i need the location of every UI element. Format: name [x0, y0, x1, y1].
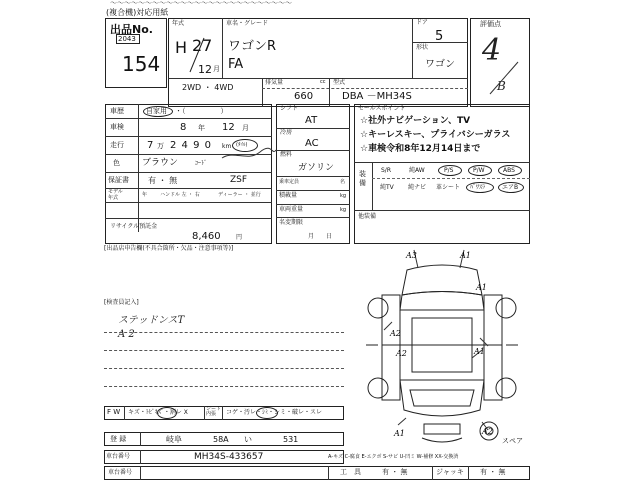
body-type: ワゴン — [425, 59, 455, 70]
inspection-month-unit: 月 — [242, 124, 249, 132]
steering: ハンドル 左 ・ 右 — [160, 192, 200, 198]
dealer: ディーラー ・ 並行 — [218, 192, 261, 198]
month: 12 — [198, 63, 212, 76]
doors: 5 — [435, 29, 444, 44]
weight-label: 車両重量 — [279, 206, 304, 213]
capacity-unit: 名 — [340, 179, 346, 185]
capacity-label: 乗車定員 — [279, 179, 300, 185]
era: H — [175, 38, 188, 57]
chassis-label: 車台番号 — [106, 453, 131, 460]
drive-type: 2WD ・ 4WD — [182, 83, 234, 92]
mark-a1-mid: A1 — [474, 347, 485, 356]
mileage-man: 7 — [147, 140, 154, 151]
fuel-label: 燃料 — [280, 151, 293, 158]
lot-label: 出品No. — [110, 23, 153, 36]
fw-circle — [157, 407, 177, 419]
shift-label: シフト — [280, 105, 299, 112]
year-label: 年式 — [172, 20, 185, 27]
seller-note-label: [出品店申告欄(不具合箇所・欠品・注意事項等)] — [104, 245, 234, 252]
selling-label: セールスポイント — [358, 105, 406, 112]
other-equipment-label: 他装備 — [358, 213, 377, 220]
model-label: 型式 — [333, 79, 346, 86]
grade-interior: B — [497, 79, 506, 93]
body-label: 形状 — [416, 44, 429, 51]
reg-unit: 月 日 — [308, 233, 333, 240]
grade-divider — [472, 58, 528, 98]
inspector-label: [検査員記入] — [104, 299, 139, 306]
lot-small-number: 2043 — [118, 35, 136, 43]
registration-number: 531 — [283, 435, 299, 444]
history-other: ・（ ） — [175, 107, 228, 115]
reg-label: 名変期限 — [279, 219, 304, 226]
top-fragment: 〜〜〜〜〜〜〜〜〜〜〜〜〜〜〜〜〜〜〜〜〜〜〜〜〜〜 — [110, 0, 292, 7]
inspection-year: 8 — [180, 122, 187, 133]
spare-label: スペア — [502, 437, 523, 445]
fuel-value: ガソリン — [298, 163, 335, 173]
registration-label: 登 録 — [110, 435, 127, 443]
tools-row-label: 車台番号 — [108, 469, 133, 476]
equip-leather: 革シート — [436, 184, 461, 191]
chassis-number: MH34S-433657 — [194, 452, 264, 462]
grade: FA — [228, 57, 244, 72]
equip-airbag: エアB — [502, 184, 519, 191]
damage-legend: A-キズ C-腐食 E-エクボ S-サビ U-凹ミ W-補修 XX-交換済 — [328, 454, 459, 460]
year: 27 — [192, 36, 213, 55]
mark-a1-bottom: A1 — [394, 429, 405, 438]
fw-items: キズ・ﾄﾋﾞｷｽﾞ・割レ X — [128, 409, 188, 416]
equip-sr: S/R — [381, 167, 391, 174]
seat-circle — [256, 407, 278, 419]
inspection-year-unit: 年 — [198, 124, 205, 132]
model-year-unit: 年 — [142, 192, 148, 198]
weight-unit: kg — [340, 207, 347, 213]
mileage-unit: km — [222, 143, 232, 150]
recycle-label: リサイクル預託金 — [110, 223, 158, 230]
name-label: 車名・グレード — [226, 20, 269, 27]
grade-label: 評価点 — [480, 20, 501, 28]
seat-label: シート 内張 — [206, 406, 222, 417]
tools-label: 工 具 — [340, 468, 361, 476]
registration-class: 58A — [213, 435, 229, 444]
equip-aw: 純AW — [409, 167, 425, 174]
selling-point-3: ☆車検令和8年12月14日まで — [360, 144, 481, 154]
mark-a1-right: A1 — [476, 283, 487, 292]
inspection-month: 12 — [222, 122, 235, 133]
door-label: ドア — [416, 19, 428, 26]
seat-items: コゲ・汚レ・ｼﾐ・シミ・破レ・スレ — [226, 409, 323, 416]
equip-tv: 純TV — [380, 184, 394, 191]
ac-label: 冷房 — [280, 129, 293, 136]
mark-a2-bottom: A2 — [482, 427, 493, 436]
color-value: ブラウン — [142, 158, 179, 168]
ac-value: AC — [305, 138, 319, 149]
equip-powersliding: ﾊﾟﾜｽﾗ — [470, 184, 486, 191]
history-value: 自家用 — [146, 107, 167, 115]
mileage-man-unit: 万 — [157, 142, 164, 150]
grade-score: 4 — [482, 33, 502, 68]
registration-place: 岐阜 — [166, 435, 182, 444]
vehicle-box — [168, 18, 468, 107]
jack-value: 有 ・ 無 — [480, 468, 506, 476]
equipment-label: 装備 — [359, 170, 366, 188]
selling-point-2: ☆キーレスキー、プライバシーガラス — [360, 130, 511, 140]
mark-a3: A3 — [406, 251, 417, 260]
equip-pw: P/W — [473, 167, 485, 174]
warranty-value: 有 ・ 無 — [148, 176, 178, 185]
displacement: 660 — [294, 91, 314, 102]
inspection-label: 車検 — [110, 123, 124, 131]
mark-a1-top: A1 — [460, 251, 471, 260]
model-code: DBA －MH34S — [342, 91, 412, 102]
month-unit: 月 — [213, 65, 220, 73]
tools-box — [104, 466, 530, 480]
mileage-rest: 2 4 9 0 — [170, 140, 212, 151]
equip-navi: 純ナビ — [408, 184, 427, 191]
mark-a2-left: A2 — [390, 329, 401, 338]
tools-value: 有 ・ 無 — [382, 468, 408, 476]
lot-number: 154 — [122, 52, 161, 76]
form-note: (複合機)対応用紙 — [106, 8, 169, 17]
fw-label: F W — [107, 408, 121, 416]
recycle-unit: 円 — [236, 234, 243, 241]
equip-ps: P/S — [444, 167, 454, 174]
registration-kana: い — [244, 435, 252, 444]
recycle-amount: 8,460 — [192, 231, 221, 242]
mark-a2-door: A2 — [396, 349, 407, 358]
inspector-handwriting: ステッドンスT A 2 — [118, 315, 185, 340]
shift-value: AT — [305, 115, 318, 126]
displacement-label: 排気量 — [265, 79, 284, 86]
spare-tire-icon — [478, 420, 500, 442]
equip-abs: ABS — [503, 167, 515, 174]
jack-label: ジャッキ — [436, 468, 464, 476]
color-code-label: ｺｰﾄﾞ — [195, 160, 208, 167]
history-label: 車歴 — [110, 107, 124, 115]
mileage-note: (ﾀｲﾙ) — [236, 142, 248, 148]
car-diagram — [352, 250, 532, 450]
mileage-label: 走行 — [110, 141, 124, 149]
car-name: ワゴンR — [228, 39, 277, 54]
color-label: 色 — [113, 159, 120, 167]
load-unit: kg — [340, 193, 347, 199]
model-year-label: モデル 年式 — [108, 189, 123, 201]
displacement-unit: cc — [320, 79, 326, 85]
selling-point-1: ☆社外ナビゲーション、TV — [360, 116, 471, 126]
paint-code: ZSF — [230, 175, 248, 185]
load-label: 積載量 — [279, 192, 298, 199]
warranty-label: 保証書 — [108, 176, 129, 184]
